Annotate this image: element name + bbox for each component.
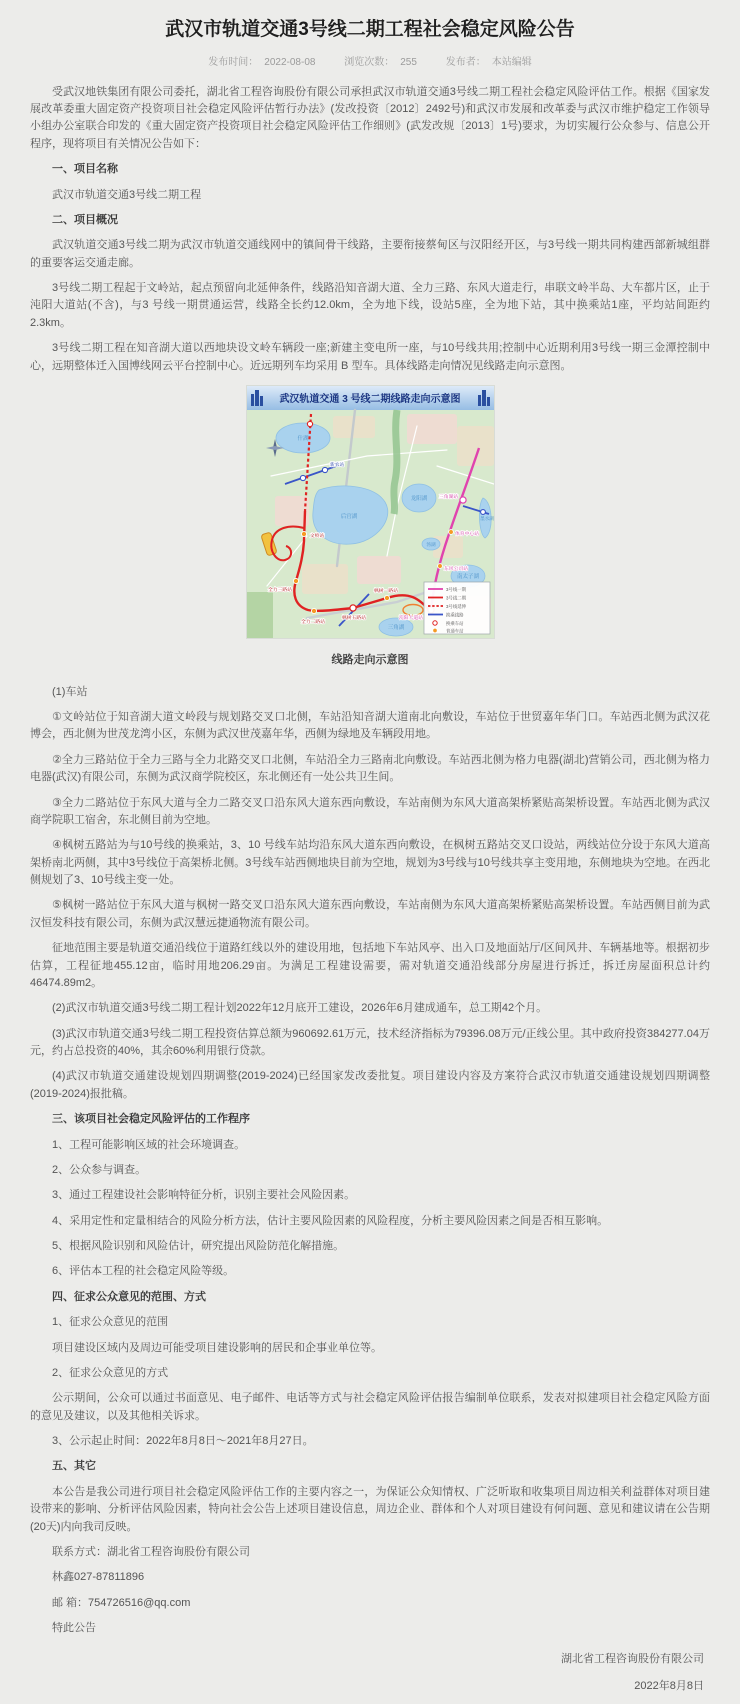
publicity-period: 3、公示起止时间：2022年8月8日～2021年8月27日。 [52,1435,314,1448]
procedure-item-2: 2、公众参与调查。 [52,1163,147,1176]
svg-text:全力二路站: 全力二路站 [300,619,325,625]
project-name: 武汉市轨道交通3号线二期工程 [52,188,202,201]
svg-text:东风公司站: 东风公司站 [443,566,468,572]
opinion-scope-body: 项目建设区域内及周边可能受项目建设影响的居民和企事业单位等。 [52,1341,382,1354]
svg-text:枫树一路站: 枫树一路站 [373,588,398,594]
svg-text:三角湖站: 三角湖站 [438,494,458,500]
procedure-item-3: 3、通过工程建设社会影响特征分析，识别主要社会风险因素。 [52,1189,356,1202]
planning-approval-paragraph: (4)武汉市轨道交通建设规划四期调整(2019-2024)已经国家发改委批复。项目建设内容及方案符合武汉市轨道交通建设规划四期调整(2019-2024)报批稿。 [30,1070,710,1100]
signature-company: 湖北省工程咨询股份有限公司 [561,1653,704,1666]
river-corridor [393,410,396,514]
stations-subheading: (1)车站 [52,685,88,698]
route-map-image [246,385,495,639]
overview-paragraph-2: 3号线二期工程起于文岭站，起点预留向北延伸条件，线路沿知音湖大道、全力三路、东风大道走行，串联文岭半岛、大车都片区，止于沌阳大道站(不含)，与3 号线一期贯通运营，线路全长约12.0km，全为地下线，设站5座，全为地下站，其中换乘站1座，平均站间距约2.3km。 [30,282,710,329]
contact-company: 联系方式：湖北省工程咨询股份有限公司 [52,1545,250,1558]
opinion-scope-subheading: 1、征求公众意见的范围 [52,1316,169,1329]
svg-text:什湖: 什湖 [296,435,309,442]
investment-paragraph: (3)武汉市轨道交通3号线二期工程投资估算总额为960692.61万元，技术经济指标为79396.08万元/正线公里。其中政府投资384277.04万元，约占总投资的40%，其余60%利用银行贷款。 [30,1027,710,1058]
route-map-block [30,385,710,644]
station-item-4: ④枫树五路站为与10号线的换乘站，3、10 号线车站均沿东风大道东西向敷设，在枫树五路站交叉口设站，两线站位分设于东风大道高架桥南北两侧，其中3号线位于高架桥北侧。3号线车站西侧地块目前为空地，规划为3号线与10号线共享主变用地，东侧地块为空地。在西北侧规划了3、10号线主变一处。 [30,839,710,887]
svg-text:3号线延伸: 3号线延伸 [445,603,466,609]
station-item-3: ③全力二路站位于东风大道与全力二路交叉口沿东风大道东西向敷设，车站南侧为东风大道高架桥紧贴高架桥设置。车站西北侧为武汉商学院职工宿舍，东北侧目前为空地。 [30,796,710,826]
svg-text:墨水湖: 墨水湖 [479,515,494,521]
opinion-method-body: 公示期间，公众可以通过书面意见、电子邮件、电话等方式与社会稳定风险评估报告编制单位联系，发表对拟建项目社会稳定风险方面的意见及建议，以及其他相关诉求。 [30,1392,710,1422]
svg-text:三角湖: 三角湖 [387,624,404,631]
other-station-label: 新农站 [329,462,344,468]
svg-text:南太子湖: 南太子湖 [456,573,479,580]
author-label: 发布者： [445,56,486,68]
station-item-5: ⑤枫树一路站位于东风大道与枫树一路交叉口沿东风大道东西向敷设，车站南侧为东风大道高架桥紧贴高架桥设置。车站西侧目前为武汉恒发科技有限公司，东侧为武汉慧远捷通物流有限公司。 [30,899,710,929]
section4-heading: 四、征求公众意见的范围、方式 [52,1290,206,1303]
procedure-item-5: 5、根据风险识别和风险估计，研究提出风险防范化解措施。 [52,1240,345,1253]
map-legend [424,582,490,634]
station-item-1: ①文岭站位于知音湖大道文岭段与规划路交叉口北侧，车站沿知音湖大道南北向敷设，车站位于世贸嘉年华门口。车站西北侧为武汉花博会，西北侧为世茂龙湾小区，东侧为武汉世茂嘉年华，西侧为绿地及车辆段用地。 [30,711,710,741]
other-paragraph: 本公告是我公司进行项目社会稳定风险评估工作的主要内容之一，为保证公众知情权、广泛听取和收集项目周边相关利益群体对项目建设带来的影响、分析评估风险因素，特向社会公告上述项目建设信息，周边企业、群体和个人对项目建设有何问题、意见和建议请在公告期(20天)内向我司反映。 [30,1485,710,1533]
svg-text:全力三路站: 全力三路站 [267,587,292,593]
overview-paragraph-1: 武汉轨道交通3号线二期为武汉市轨道交通线网中的镇间骨干线路，主要衔接蔡甸区与汉阳经开区，与3号线一期共同构建西部新城组群的重要客运交通走廊。 [30,239,710,269]
procedure-item-6: 6、评估本工程的社会稳定风险等级。 [52,1265,235,1278]
svg-text:龙阳湖: 龙阳湖 [410,495,427,502]
map-title: 武汉轨道交通 3 号线二期线路走向示意图 [278,393,461,405]
page-title: 武汉市轨道交通3号线二期工程社会稳定风险公告 [165,19,575,40]
section3-heading: 三、该项目社会稳定风险评估的工作程序 [52,1113,250,1126]
opinion-method-subheading: 2、征求公众意见的方式 [52,1366,169,1379]
intro-paragraph: 受武汉地铁集团有限公司委托，湖北省工程咨询股份有限公司承担武汉市轨道交通3号线二期工程社会稳定风险评估工作。根据《国家发展改革委重大固定资产投资项目社会稳定风险评估暂行办法》(发改投资〔2012〕2492号)和武汉市发展和改革委与武汉市维护稳定工作领导小组办公室联合印发的《重大固定资产投资项目社会稳定风险评估工作细则》(武发改规〔2013〕1号)要求，为切实履行公众参与、信息公开程序，现将项目有关情况公告如下： [30,85,710,150]
station-item-2: ②全力三路站位于全力三路与全力北路交叉口北侧，车站沿全力三路南北向敷设。车站西北侧为格力电器(湖北)营销公司，西北侧为格力电器(武汉)有限公司，东侧为武汉商学院校区，东北侧还有一处公共卫生间。 [30,753,710,784]
section1-heading: 一、项目名称 [52,163,118,176]
signature-block [30,1651,710,1695]
closing-line: 特此公告 [52,1622,96,1635]
article-meta [0,53,740,68]
overview-paragraph-3: 3号线二期工程在知音湖大道以西地块设文岭车辆段一座;新建主变电所一座，与10号线共用;控制中心近期利用3号线一期三金潭控制中心，远期整体迁入国博线网云平台控制中心。近远期列车均采用 B 型车。具体线路走向情况见线路走向示意图。 [30,342,710,372]
map-title-banner [247,386,494,410]
svg-text:换乘车站: 换乘车站 [445,620,464,626]
publish-time-value: 2022-08-08 [264,56,316,68]
publish-time-label: 发布时间： [208,56,259,68]
svg-text:文岭站: 文岭站 [309,533,324,539]
section2-heading: 二、项目概况 [52,213,118,226]
views-value: 255 [400,56,417,68]
svg-text:3号线一期: 3号线一期 [445,586,466,592]
land-acquisition-paragraph: 征地范围主要是轨道交通沿线位于道路红线以外的建设用地，包括地下车站风亭、出入口及地面站厅/区间风井、车辆基地等。根据初步估算，工程征地455.12亩，临时用地206.29亩。为满足工程建设需要，需对轨道交通沿线部分房屋进行拆迁，拆迁房屋面积总计约46474.89m2。 [30,942,710,989]
section5-heading: 五、其它 [52,1460,96,1473]
svg-text:沌阳大道站: 沌阳大道站 [398,615,423,621]
green-area [247,592,273,638]
author-value: 本站编辑 [491,56,532,68]
route-map-svg [247,386,494,638]
contact-phone: 林鑫027-87811896 [52,1571,145,1584]
svg-text:3号线二期: 3号线二期 [445,595,466,601]
svg-text:换乘线路: 换乘线路 [445,612,464,618]
map-caption: 线路走向示意图 [331,654,409,667]
article-body [0,84,740,1696]
procedure-item-4: 4、采用定性和定量相结合的风险分析方法，估计主要风险因素的风险程度，分析主要风险因素之间是否相互影响。 [52,1214,609,1227]
svg-text:普通车站: 普通车站 [445,628,464,634]
signature-date: 2022年8月8日 [634,1679,704,1692]
contact-email: 邮 箱：754726516@qq.com [52,1596,191,1609]
svg-text:体育中心站: 体育中心站 [454,531,479,537]
views-label: 浏览次数： [344,56,395,68]
svg-text:枫树五路站: 枫树五路站 [341,615,366,621]
schedule-paragraph: (2)武汉市轨道交通3号线二期工程计划2022年12月底开工建设，2026年6月建成通车，总工期42个月。 [52,1002,548,1015]
procedure-item-1: 1、工程可能影响区域的社会环境调查。 [52,1138,246,1151]
svg-text:后官湖: 后官湖 [340,513,357,520]
svg-text:汤湖: 汤湖 [425,541,436,547]
